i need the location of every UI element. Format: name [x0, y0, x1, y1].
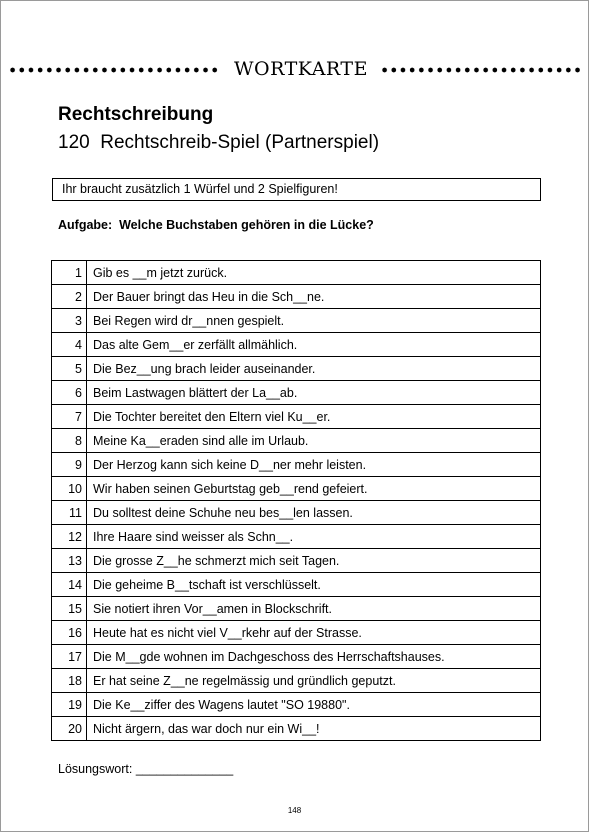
item-sentence: Heute hat es nicht viel V__rkehr auf der Strasse. [87, 621, 541, 645]
table-row [52, 333, 541, 357]
item-number: 13 [52, 549, 87, 573]
page-heading: Rechtschreibung [58, 104, 214, 125]
item-number: 12 [52, 525, 87, 549]
item-sentence: Der Herzog kann sich keine D__ner mehr leisten. [87, 453, 541, 477]
task-instruction: Aufgabe: Welche Buchstaben gehören in die Lücke? [58, 218, 374, 232]
item-number: 3 [52, 309, 87, 333]
item-sentence: Der Bauer bringt das Heu in die Sch__ne. [87, 285, 541, 309]
banner-title: WORTKARTE [234, 58, 368, 80]
item-sentence: Die geheime B__tschaft ist verschlüsselt. [87, 573, 541, 597]
table-row [52, 621, 541, 645]
item-sentence: Die Tochter bereitet den Eltern viel Ku__er. [87, 405, 541, 429]
item-sentence: Gib es __m jetzt zurück. [87, 261, 541, 285]
item-number: 14 [52, 573, 87, 597]
page-number: 148 [287, 806, 302, 815]
table-row [52, 645, 541, 669]
item-number: 8 [52, 429, 87, 453]
table-row [52, 573, 541, 597]
item-number: 10 [52, 477, 87, 501]
item-sentence: Das alte Gem__er zerfällt allmählich. [87, 333, 541, 357]
exercise-table [51, 260, 541, 741]
table-row [52, 357, 541, 381]
item-sentence: Die grosse Z__he schmerzt mich seit Tagen. [87, 549, 541, 573]
item-sentence: Nicht ärgern, das war doch nur ein Wi__! [87, 717, 541, 741]
materials-note: Ihr braucht zusätzlich 1 Würfel und 2 Spielfiguren! [62, 182, 338, 196]
item-sentence: Die Bez__ung brach leider auseinander. [87, 357, 541, 381]
item-sentence: Wir haben seinen Geburtstag geb__rend gefeiert. [87, 477, 541, 501]
item-sentence: Ihre Haare sind weisser als Schn__. [87, 525, 541, 549]
item-number: 2 [52, 285, 87, 309]
item-number: 16 [52, 621, 87, 645]
item-number: 11 [52, 501, 87, 525]
table-row [52, 261, 541, 285]
item-sentence: Du solltest deine Schuhe neu bes__len lassen. [87, 501, 541, 525]
item-number: 20 [52, 717, 87, 741]
table-row [52, 429, 541, 453]
solution-word-line: Lösungswort: ______________ [58, 762, 234, 776]
table-row [52, 309, 541, 333]
item-number: 7 [52, 405, 87, 429]
item-number: 17 [52, 645, 87, 669]
item-sentence: Bei Regen wird dr__nnen gespielt. [87, 309, 541, 333]
dotted-rule-right [380, 67, 580, 73]
table-row [52, 525, 541, 549]
table-row [52, 549, 541, 573]
exercise-title: 120 Rechtschreib-Spiel (Partnerspiel) [58, 132, 380, 153]
item-number: 9 [52, 453, 87, 477]
item-number: 5 [52, 357, 87, 381]
item-number: 6 [52, 381, 87, 405]
table-row [52, 405, 541, 429]
item-sentence: Er hat seine Z__ne regelmässig und gründlich geputzt. [87, 669, 541, 693]
table-row [52, 597, 541, 621]
item-sentence: Meine Ka__eraden sind alle im Urlaub. [87, 429, 541, 453]
table-row [52, 717, 541, 741]
table-row [52, 693, 541, 717]
table-row [52, 501, 541, 525]
table-row [52, 669, 541, 693]
dotted-rule-left [8, 67, 220, 73]
item-number: 15 [52, 597, 87, 621]
table-row [52, 453, 541, 477]
materials-note-box [52, 178, 541, 201]
item-sentence: Beim Lastwagen blättert der La__ab. [87, 381, 541, 405]
table-row [52, 477, 541, 501]
wortkarte-banner [8, 56, 580, 82]
item-sentence: Sie notiert ihren Vor__amen in Blockschrift. [87, 597, 541, 621]
item-number: 1 [52, 261, 87, 285]
item-number: 4 [52, 333, 87, 357]
item-sentence: Die M__gde wohnen im Dachgeschoss des Herrschaftshauses. [87, 645, 541, 669]
table-row [52, 285, 541, 309]
item-number: 18 [52, 669, 87, 693]
item-number: 19 [52, 693, 87, 717]
table-row [52, 381, 541, 405]
item-sentence: Die Ke__ziffer des Wagens lautet "SO 19880". [87, 693, 541, 717]
